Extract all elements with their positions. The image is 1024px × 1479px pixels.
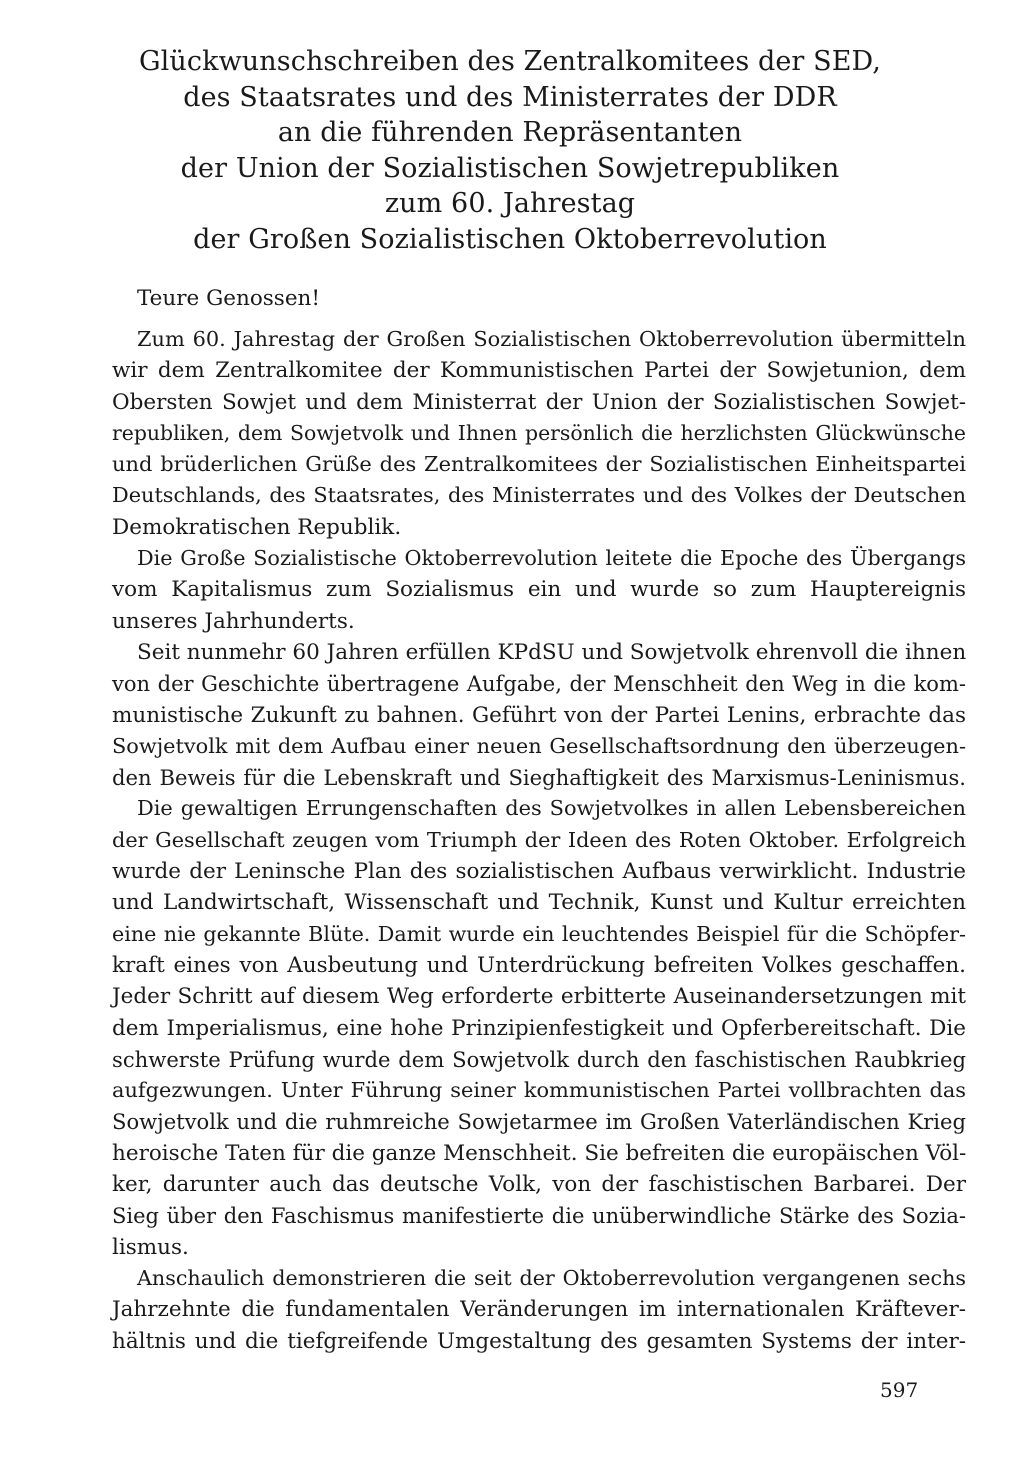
text-line: eine nie gekannte Blüte. Damit wurde ein leuchtendes Beispiel für die Schöpfer- bbox=[112, 921, 966, 946]
document-title bbox=[100, 44, 920, 257]
text-line: wurde der Leninsche Plan des sozialistischen Aufbaus verwirklicht. Industrie bbox=[112, 859, 966, 885]
text-line: wir dem Zentralkomitee der Kommunistischen Partei der Sowjetunion, dem bbox=[112, 358, 966, 384]
text-line: den Beweis für die Lebenskraft und Sieghaftigkeit des Marxismus-Leninismus. bbox=[112, 765, 966, 791]
text-line: munistische Zukunft zu bahnen. Geführt von der Partei Lenins, erbrachte das bbox=[112, 702, 966, 728]
salutation: Teure Genossen! bbox=[137, 286, 321, 311]
text-line: schwerste Prüfung wurde dem Sowjetvolk durch den faschistischen Raubkrieg bbox=[112, 1046, 966, 1072]
text-line: der Gesellschaft zeugen vom Triumph der Ideen des Roten Oktober. Erfolgreich bbox=[112, 827, 966, 852]
text-line: und Landwirtschaft, Wissenschaft und Technik, Kunst und Kultur erreichten bbox=[112, 890, 966, 916]
text-line: aufgezwungen. Unter Führung seiner kommunistischen Partei vollbrachten das bbox=[112, 1078, 966, 1103]
text-line: und brüderlichen Grüße des Zentralkomitees der Sozialistischen Einheitspartei bbox=[112, 452, 966, 477]
text-line: Jahrzehnte die fundamentalen Veränderungen im internationalen Kräftever- bbox=[112, 1297, 966, 1323]
text-line: heroische Taten für die ganze Menschheit. Sie befreiten die europäischen Völ- bbox=[112, 1140, 967, 1166]
title-line: zum 60. Jahrestag bbox=[384, 188, 636, 219]
paragraph-2 bbox=[112, 543, 966, 637]
text-line: Obersten Sowjet und dem Ministerrat der Union der Sozialistischen Sowjet- bbox=[112, 389, 966, 415]
text-line: Sowjetvolk mit dem Aufbau einer neuen Gesellschaftsordnung den überzeugen- bbox=[112, 733, 966, 758]
title-line: der Union der Sozialistischen Sowjetrepubliken bbox=[180, 152, 840, 184]
text-line: Jeder Schritt auf diesem Weg erforderte erbitterte Auseinandersetzungen mit bbox=[112, 984, 966, 1010]
text-line: Anschaulich demonstrieren die seit der Oktoberrevolution vergangenen sechs bbox=[137, 1265, 966, 1290]
title-line: des Staatsrates und des Ministerrates der DDR bbox=[183, 81, 837, 113]
text-line: Die Große Sozialistische Oktoberrevolution leitete die Epoche des Übergangs bbox=[137, 546, 966, 571]
text-line: Seit nunmehr 60 Jahren erfüllen KPdSU und Sowjetvolk ehrenvoll die ihnen bbox=[137, 639, 967, 665]
text-line: Deutschlands, des Staatsrates, des Ministerrates und des Volkes der Deutschen bbox=[112, 483, 966, 508]
text-line: republiken, dem Sowjetvolk und Ihnen persönlich die herzlichsten Glückwünsche bbox=[112, 420, 966, 445]
text-line: Sieg über den Faschismus manifestierte die unüberwindliche Stärke des Sozia- bbox=[112, 1203, 966, 1229]
text-line: hältnis und die tiefgreifende Umgestaltung des gesamten Systems der inter- bbox=[112, 1328, 966, 1354]
text-line: Die gewaltigen Errungenschaften des Sowjetvolkes in allen Lebensbereichen bbox=[137, 796, 966, 821]
text-line: Zum 60. Jahrestag der Großen Sozialistischen Oktoberrevolution übermitteln bbox=[137, 327, 966, 351]
title-line: Glückwunschschreiben des Zentralkomitees der SED, bbox=[139, 46, 881, 77]
text-line: Sowjetvolk und die ruhmreiche Sowjetarmee im Großen Vaterländischen Krieg bbox=[112, 1109, 966, 1135]
title-line: an die führenden Repräsentanten bbox=[277, 117, 743, 148]
paragraph-4 bbox=[112, 793, 966, 1262]
text-line: dem Imperialismus, eine hohe Prinzipienfestigkeit und Opferbereitschaft. Die bbox=[112, 1015, 966, 1041]
paragraph-3 bbox=[112, 637, 966, 793]
text-line: unseres Jahrhunderts. bbox=[112, 608, 355, 634]
text-line: kraft eines von Ausbeutung und Unterdrückung befreiten Volkes geschaffen. bbox=[112, 952, 966, 978]
text-line: lismus. bbox=[112, 1234, 189, 1260]
text-line: vom Kapitalismus zum Sozialismus ein und wurde so zum Hauptereignis bbox=[112, 577, 966, 603]
text-line: Demokratischen Republik. bbox=[112, 514, 402, 540]
paragraph-5 bbox=[112, 1263, 966, 1357]
title-line: der Großen Sozialistischen Oktoberrevolution bbox=[193, 223, 827, 255]
page-number: 597 bbox=[880, 1378, 919, 1402]
paragraph-1 bbox=[112, 324, 966, 543]
text-line: ker, darunter auch das deutsche Volk, von der faschistischen Barbarei. Der bbox=[112, 1172, 966, 1198]
text-line: von der Geschichte übertragene Aufgabe, der Menschheit den Weg in die kom- bbox=[112, 671, 966, 697]
body-text bbox=[112, 324, 966, 1357]
